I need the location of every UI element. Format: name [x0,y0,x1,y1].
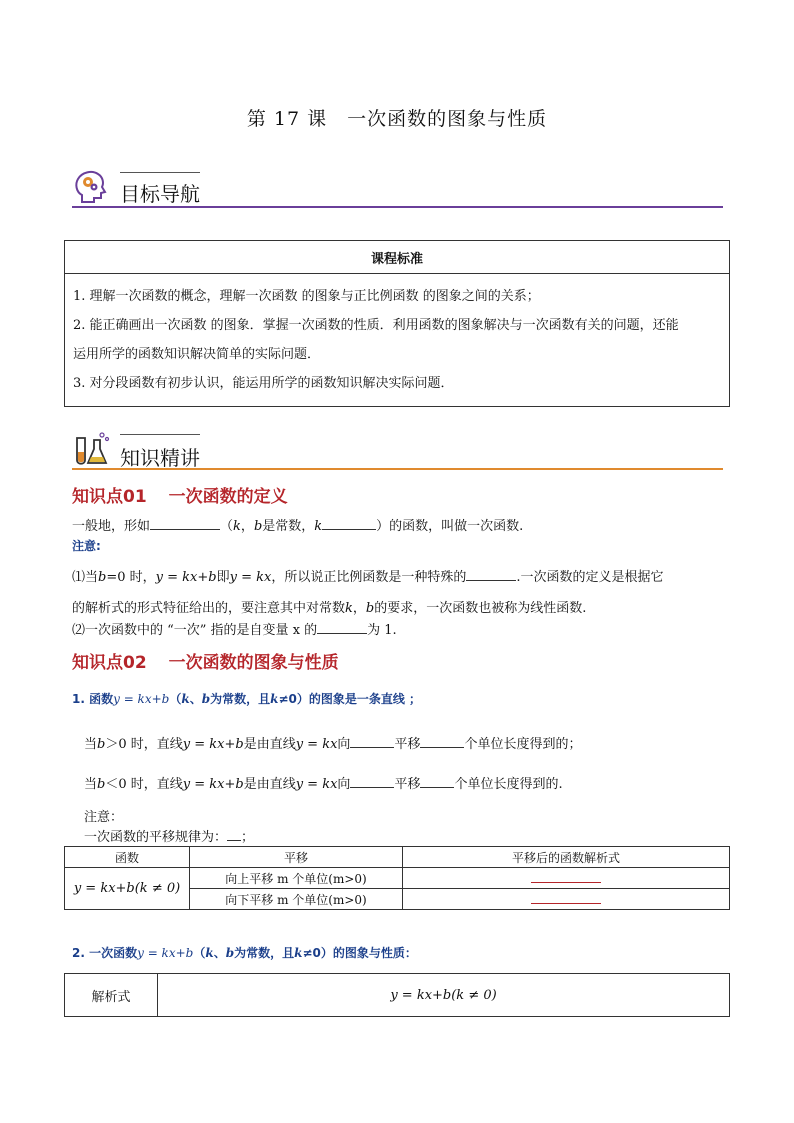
text: ； [241,830,255,845]
function-cell [65,868,190,910]
math-eq: y = kx+b [137,946,194,960]
answer-cell [403,868,730,889]
text: ⑴当 [72,570,99,585]
text: ＜0 时，直线 [105,777,183,792]
knowledge-point-heading [72,648,339,673]
math-var: b [365,601,375,616]
section-rule [72,468,723,470]
text: 是由直线 [243,777,296,792]
standard-item: 3. 对分段函数有初步认识，能运用所学的函数知识解决实际问题． [73,376,454,391]
text: ≠0）的图象是一条直线 ； [278,692,422,706]
standard-item: 2. 能正确画出一次函数 的图象．掌握一次函数的性质．利用函数的图象解决与一次函数有关的问题，还能 [73,318,679,333]
math-eq: y = kx+b(k ≠ 0) [73,881,181,896]
fill-blank [322,517,376,530]
math-var: k [233,519,241,534]
shift-line-up [84,733,581,752]
text: （ [220,519,234,534]
course-standards-table [64,240,730,407]
column-header: 函数 [65,847,190,868]
text: 当 [84,777,98,792]
note-line-3 [72,619,397,638]
text: ， [240,519,254,534]
math-var: b [225,946,235,960]
section-rule [72,206,723,208]
text: 2. 一次函数 [72,946,138,960]
text: 向 [337,777,351,792]
property-1-heading [72,690,421,707]
text: .一次函数的定义是根据它 [516,570,664,585]
text: 当 [84,737,98,752]
math-var: b [253,519,263,534]
text: 、 [189,692,202,706]
note-label: 注意: [72,539,101,553]
section-header-knowledge [72,430,723,470]
header-accent-bar [120,172,200,173]
fill-blank [350,775,394,788]
fill-blank [531,891,601,904]
fill-blank [420,735,464,748]
text: 个单位长度得到的； [464,737,582,752]
text: 的解析式的形式特征给出的，要注意其中对常数 [72,601,346,616]
kp-title: 一次函数的图象与性质 [168,653,339,673]
kp-number: 知识点02 [72,653,147,673]
math-eq: y = kx [295,737,338,752]
note-line-2 [72,597,586,616]
expression-cell [158,974,730,1017]
fill-blank [531,870,601,883]
text: 向 [337,737,351,752]
lab-flask-icon [72,430,110,468]
page-title: 第 17 课 一次函数的图象与性质 [246,108,548,130]
math-eq: y = kx+b [155,570,217,585]
fill-blank [350,735,394,748]
math-var: b [97,737,106,752]
column-header: 平移后的函数解析式 [403,847,730,868]
text: 、 [213,946,226,960]
head-gears-icon [72,168,110,206]
math-eq: y = kx+b(k ≠ 0) [390,987,497,1003]
text: 平移 [394,737,421,752]
text: ⑵一次函数中的 “一次” 指的是自变量 x 的 [72,623,318,638]
column-header: 平移 [190,847,403,868]
definition-line [72,515,523,534]
text: ， [352,601,366,616]
text: ，所以说正比例函数是一种特殊的 [271,570,467,585]
text: 是常数， [262,519,315,534]
standard-item: 1. 理解一次函数的概念，理解一次函数 的图象与正比例函数 的图象之间的关系； [73,289,540,304]
answer-cell [403,889,730,910]
math-eq: y = kx+b [182,737,244,752]
text: 是由直线 [243,737,296,752]
text: ）的函数，叫做一次函数. [376,519,524,534]
shift-cell: 向下平移 m 个单位(m>0) [190,889,403,910]
text: ≠0）的图象与性质： [302,946,417,960]
text: （ [193,946,206,960]
text: ＞0 时，直线 [105,737,183,752]
fill-blank [317,621,367,634]
standard-item: 运用所学的函数知识解决简单的实际问题． [73,347,321,362]
section-label: 目标导航 [120,182,200,206]
standards-cell [65,274,730,407]
text: 一次函数的平移规律为： [84,830,228,845]
text: 一般地，形如 [72,519,151,534]
fill-blank [150,517,220,530]
properties-table [64,973,730,1017]
row-label: 解析式 [65,974,158,1017]
math-var: k [294,946,303,960]
math-eq: y = kx+b [182,777,244,792]
text: 为 1. [367,623,397,638]
text: 平移 [394,777,421,792]
math-var: b [98,570,107,585]
shift-table [64,846,730,910]
text: 1. 函数 [72,692,114,706]
text: 为常数，且 [210,692,271,706]
math-var: k [314,519,323,534]
math-var: b [201,692,211,706]
math-eq: y = kx [295,777,338,792]
standards-header: 课程标准 [65,241,730,274]
text: 为常数，且 [234,946,295,960]
fill-blank [466,568,516,581]
knowledge-point-heading [72,482,288,507]
fill-blank [227,828,241,841]
text: 即 [216,570,230,585]
section-label: 知识精讲 [120,446,200,470]
property-2-heading [72,944,417,961]
note-text: 注意： [84,810,124,825]
math-var: k [205,946,214,960]
fill-blank [420,775,454,788]
shift-cell: 向上平移 m 个单位(m>0) [190,868,403,889]
text: =0 时， [106,570,156,585]
math-var: k [345,601,353,616]
shift-line-down [84,773,563,792]
math-eq: y = kx+b [113,692,170,706]
math-var: b [97,777,106,792]
text: 的要求，一次函数也被称为线性函数. [374,601,587,616]
math-var: k [270,692,279,706]
kp-title: 一次函数的定义 [168,487,288,507]
math-eq: y = kx [229,570,272,585]
section-header-goals [72,168,723,208]
kp-number: 知识点01 [72,487,147,507]
text: 个单位长度得到的. [454,777,563,792]
shift-rule-line [84,826,254,845]
math-var: k [181,692,190,706]
header-accent-bar [120,434,200,435]
text: （ [169,692,182,706]
note-line-1 [72,566,663,585]
